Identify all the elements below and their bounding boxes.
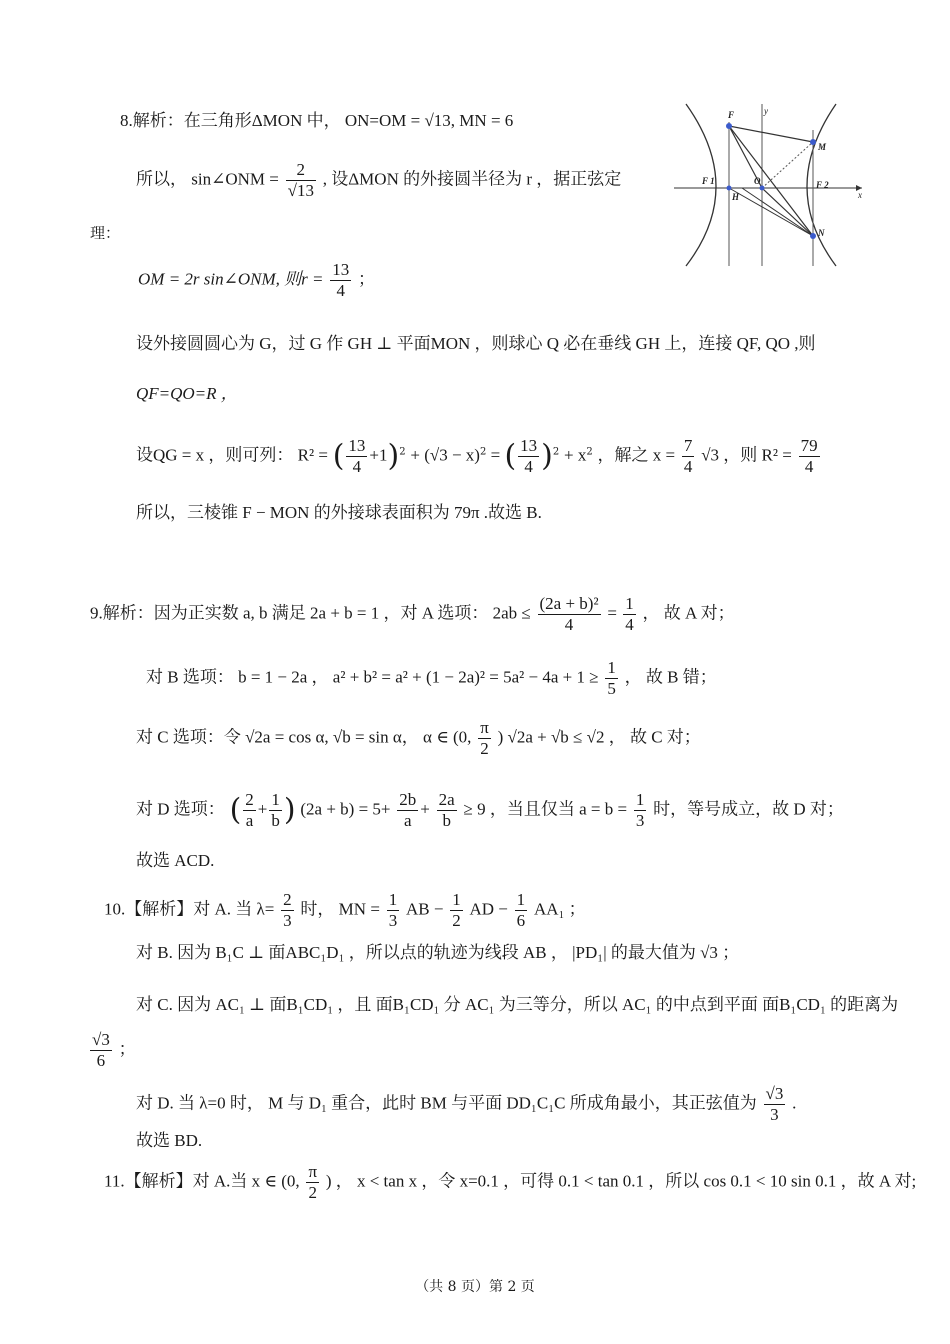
p8-line1: 8.解析：在三角形ΔMON 中， ON=OM = √13, MN = 6 <box>120 111 514 130</box>
p9-line5: 故选 ACD. <box>136 851 215 870</box>
label-h: H <box>732 192 740 202</box>
hyperbola-figure <box>672 100 872 270</box>
p10-line5: 对 D. 当 λ=0 时， M 与 D₁ 重合，此时 BM 与平面 DD₁C₁C 所成角最小，其正弦值为 $\frac{√3}{3}$ . <box>136 1084 797 1124</box>
label-y: y <box>764 106 768 116</box>
p8-line6: QF=QO=R ， <box>136 384 238 403</box>
p10-line6: 故选 BD. <box>136 1131 203 1150</box>
p10-line4: $\frac{√3}{6}$ ； <box>92 1030 136 1070</box>
label-f: F <box>728 110 735 120</box>
p11-line1: 11.【解析】对 A.当 x ∈ (0, $\frac{\pi}{2}$ ) ， x < tan x ，令 x=0.1 ，可得 0.1 < tan 0.1 ，所以 cos 0.1 < 10 sin 0.1 ，故 A 对; <box>104 1162 917 1202</box>
label-m: M <box>818 142 827 152</box>
p8-line2: 所以， sin∠ONM = $\frac{2}{√13}$ , 设ΔMON 的外接圆半径为 r ，据正弦定 <box>136 160 622 200</box>
page-footer: （共 8 页）第 2 页 <box>415 1279 535 1295</box>
p8-line4: OM = 2r sin∠ONM, 则r = $\frac{13}{4}$ ； <box>138 260 376 300</box>
p9-line4: 对 D 选项： ( $\frac{2}{a}$ + $\frac{1}{b}$ ) (2a + b) = 5+ $\frac{2b}{a}$ + $\frac{2a}{b}$ ≥ 9 ，当且仅当 a = b = $\frac{1}{3}$ 时，等号成立，故 D 对； <box>136 790 844 830</box>
p8-line3: 理： <box>90 224 121 242</box>
label-n: N <box>818 228 825 238</box>
label-o: O <box>754 176 761 186</box>
p10-line1: 10.【解析】对 A. 当 λ= $\frac{2}{3}$ 时， MN = $\frac{1}{3}$ AB − $\frac{1}{2}$ AD − $\frac{1}{6}$ AA₁ ； <box>104 890 586 930</box>
p10-line3: 对 C. 因为 AC₁ ⊥ 面B₁CD₁ ，且 面B₁CD₁ 分 AC₁ 为三等分，所以 AC₁ 的中点到平面 面B₁CD₁ 的距离为 <box>136 995 899 1014</box>
p8-line8: 所以，三棱锥 F − MON 的外接球表面积为 79π .故选 B. <box>136 503 542 522</box>
p8-line5: 设外接圆圆心为 G，过 G 作 GH ⊥ 平面MON ，则球心 Q 必在垂线 GH 上，连接 QF, QO ,则 <box>136 334 816 353</box>
p9-line2: 对 B 选项： b = 1 − 2a ， a² + b² = a² + (1 − 2a)² = 5a² − 4a + 1 ≥ $\frac{1}{5}$ ， 故 B 错； <box>146 658 717 698</box>
label-x: x <box>858 190 862 200</box>
p9-line3: 对 C 选项：令 √2a = cos α, √b = sin α， α ∈ (0, $\frac{\pi}{2}$ ) √2a + √b ≤ √2 ， 故 C 对； <box>136 718 701 758</box>
p9-line1: 9.解析：因为正实数 a, b 满足 2a + b = 1 ，对 A 选项： 2ab ≤ $\frac{\text{(2a + b)²}}{4}$ = $\frac{1}{4}$ ， 故 A 对； <box>90 594 735 634</box>
p8-line7: 设QG = x ，则可列： R² = ( $\frac{13}{4}$ $+1)^2 + (√3 - x)^2$ = ( $\frac{13}{4}$ )$^2 + x^2$ ，解之 x = $\frac{7}{4}$ √3 ，则 R² = $\frac{79}{4}$ <box>136 436 818 476</box>
label-f1: F 1 <box>702 176 715 186</box>
p10-line2: 对 B. 因为 B₁C ⊥ 面ABC₁D₁ ，所以点的轨迹为线段 AB ， |PD₁| 的最大值为 √3 ； <box>136 943 740 962</box>
label-f2: F 2 <box>816 180 829 190</box>
